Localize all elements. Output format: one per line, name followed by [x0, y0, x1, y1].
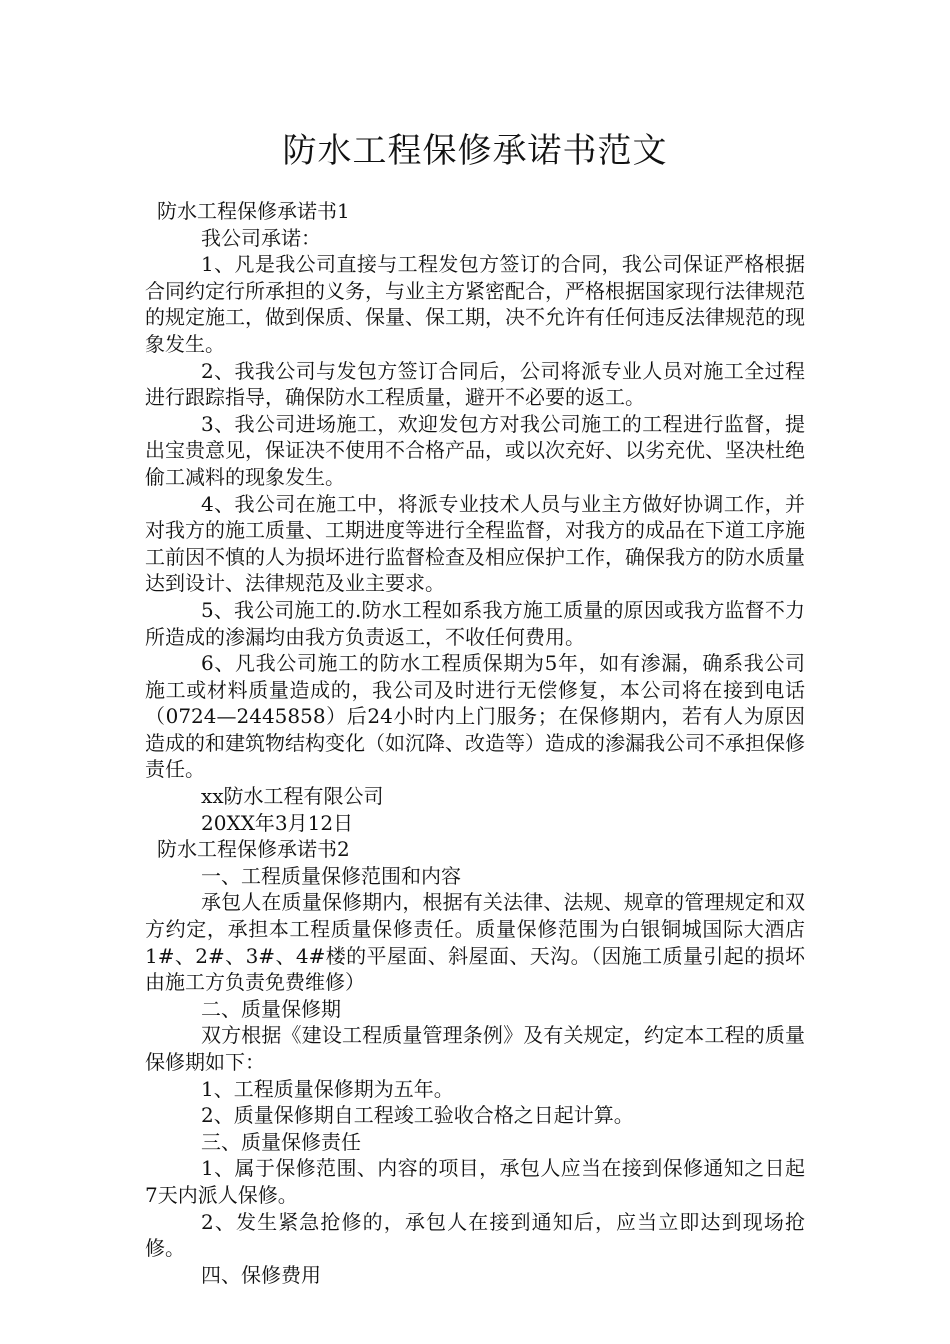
date-line: 20XX年3月12日	[201, 810, 354, 835]
paragraph: 6、凡我公司施工的防水工程质保期为5年，如有渗漏，确系我公司施工或材料质量造成的，我公司及时进行无偿修复，本公司将在接到电话（0724—2445858）后24小时内上门服务；在保修期内，若有人为原因造成的和建筑物结构变化（如沉降、改造等）造成的渗漏我公司不承担保修责任。	[145, 651, 805, 782]
paragraph: 双方根据《建设工程质量管理条例》及有关规定，约定本工程的质量保修期如下：	[145, 1023, 805, 1074]
subsection-heading: 四、保修费用	[201, 1262, 321, 1287]
paragraph: 我公司承诺：	[201, 225, 321, 250]
section-heading: 防水工程保修承诺书1	[157, 199, 350, 223]
paragraph: 1、属于保修范围、内容的项目，承包人应当在接到保修通知之日起7天内派人保修。	[145, 1156, 805, 1207]
document-body	[145, 198, 805, 1288]
paragraph: 1、工程质量保修期为五年。	[201, 1076, 454, 1101]
paragraph: 承包人在质量保修期内，根据有关法律、法规、规章的管理规定和双方约定，承担本工程质量保修责任。质量保修范围为白银铜城国际大酒店1#、2#、3#、4#楼的平屋面、斜屋面、天沟。（因施工质量引起的损坏由施工方负责免费维修）	[145, 890, 805, 995]
section-heading: 防水工程保修承诺书2	[157, 837, 350, 862]
subsection-heading: 二、质量保修期	[201, 996, 341, 1021]
paragraph: 2、我我公司与发包方签订合同后，公司将派专业人员对施工全过程进行跟踪指导，确保防水工程质量，避开不必要的返工。	[145, 358, 805, 410]
subsection-heading: 三、质量保修责任	[201, 1129, 361, 1154]
subsection-heading: 一、工程质量保修范围和内容	[201, 863, 461, 888]
company-name: xx防水工程有限公司	[201, 784, 384, 809]
document-title: 防水工程保修承诺书范文	[282, 131, 668, 171]
paragraph: 3、我公司进场施工，欢迎发包方对我公司施工的工程进行监督，提出宝贵意见，保证决不使用不合格产品，或以次充好、以劣充优、坚决杜绝偷工减料的现象发生。	[145, 411, 805, 489]
paragraph: 5、我公司施工的.防水工程如系我方施工质量的原因或我方监督不力所造成的渗漏均由我方负责返工，不收任何费用。	[145, 597, 805, 649]
paragraph: 4、我公司在施工中，将派专业技术人员与业主方做好协调工作，并对我方的施工质量、工期进度等进行全程监督，对我方的成品在下道工序施工前因不慎的人为损坏进行监督检查及相应保护工作，确保我方的防水质量达到设计、法律规范及业主要求。	[145, 491, 805, 596]
paragraph: 1、凡是我公司直接与工程发包方签订的合同，我公司保证严格根据合同约定行所承担的义务，与业主方紧密配合，严格根据国家现行法律规范的规定施工，做到保质、保量、保工期，决不允许有任何违反法律规范的现象发生。	[145, 252, 805, 356]
paragraph: 2、发生紧急抢修的，承包人在接到通知后，应当立即达到现场抢修。	[145, 1209, 805, 1261]
paragraph: 2、质量保修期自工程竣工验收合格之日起计算。	[201, 1103, 634, 1128]
